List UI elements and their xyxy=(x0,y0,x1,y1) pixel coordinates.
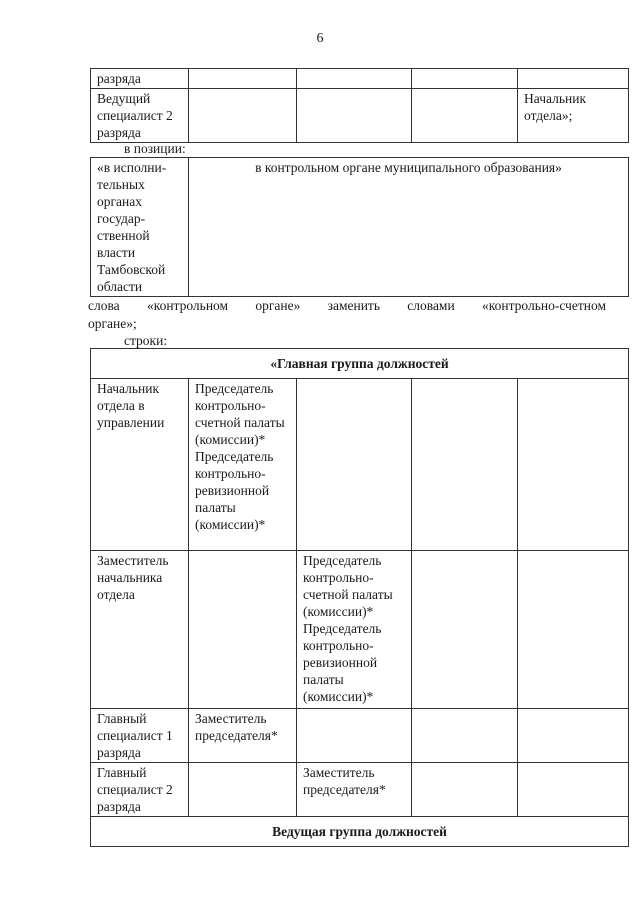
group-header-main: «Главная группа должностей xyxy=(91,349,629,379)
cell-position: Главный специалист 2 разряда xyxy=(91,763,189,817)
cell-position: Ведущий специалист 2 разряда xyxy=(91,89,189,143)
table-position xyxy=(90,157,629,297)
cell-equivalent: Заместитель председателя* xyxy=(189,709,297,763)
cell-control-body: в контрольном органе муниципального образования» xyxy=(189,158,629,297)
cell-equivalent: Заместитель председателя* xyxy=(297,763,412,817)
group-header xyxy=(91,817,629,847)
table-row xyxy=(91,763,629,817)
page-number: 6 xyxy=(316,31,324,46)
table-row xyxy=(91,551,629,709)
cell-position-alt: Начальник отдела»; xyxy=(518,89,629,143)
table-positions-groups xyxy=(90,348,629,847)
cell-equivalent xyxy=(189,763,297,817)
table-row xyxy=(91,69,629,89)
cell-equivalent xyxy=(297,709,412,763)
replace-text: слова «контрольном органе» заменить словами «контрольно-счетном xyxy=(88,298,606,313)
rows-label: строки: xyxy=(124,333,168,348)
cell-position: Заместитель начальника отдела xyxy=(91,551,189,709)
table-continuation xyxy=(90,68,629,143)
table-row xyxy=(91,379,629,551)
cell-authority: «в исполни-тельных органах государ-ственной власти Тамбовской области xyxy=(91,158,189,297)
cell-equivalent xyxy=(189,551,297,709)
cell-equivalent: Председатель контрольно-счетной палаты (комиссии)* Председатель контрольно-ревизионной палаты (комиссии)* xyxy=(189,379,297,551)
cell-position: Начальник отдела в управлении xyxy=(91,379,189,551)
in-position-label: в позиции: xyxy=(124,141,186,156)
table-row xyxy=(91,709,629,763)
table-row xyxy=(91,158,629,297)
group-header-lead: Ведущая группа должностей xyxy=(91,817,629,847)
table-row xyxy=(91,89,629,143)
cell-equivalent: Председатель контрольно-счетной палаты (комиссии)* Председатель контрольно-ревизионной палаты (комиссии)* xyxy=(297,551,412,709)
cell-equivalent xyxy=(297,379,412,551)
replace-text-cont: органе»; xyxy=(88,316,137,331)
group-header xyxy=(91,349,629,379)
cell-position: Главный специалист 1 разряда xyxy=(91,709,189,763)
cell-rank: разряда xyxy=(91,69,189,89)
